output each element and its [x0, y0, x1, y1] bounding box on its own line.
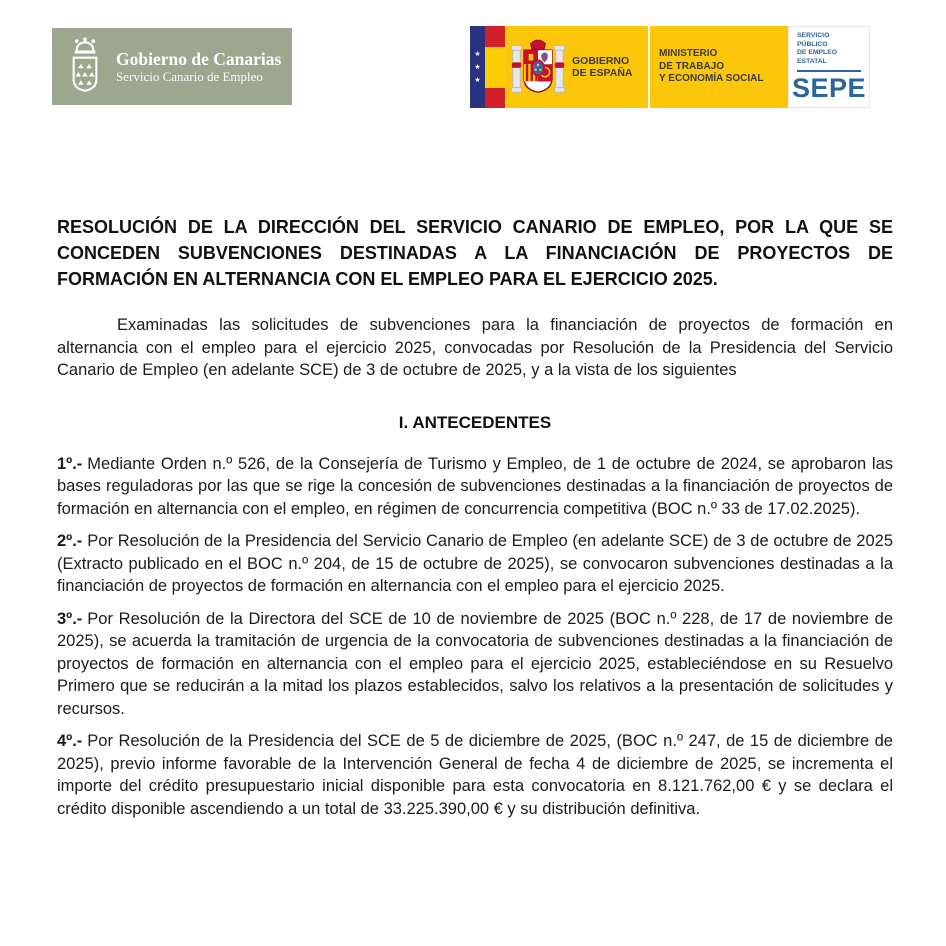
- antecedente-paragraph-3: [57, 608, 893, 721]
- ministerio-line2: DE TRABAJO: [659, 60, 725, 72]
- gobierno-espana-banner: [470, 26, 870, 108]
- gobierno-espana-label: [572, 55, 632, 80]
- spain-coat-of-arms-icon: [510, 34, 566, 100]
- antecedente-paragraph-2: [57, 530, 893, 598]
- resolution-title: RESOLUCIÓN DE LA DIRECCIÓN DEL SERVICIO CANARIO DE EMPLEO, POR LA QUE SE CONCEDEN SUBVENCIONES DESTINADAS A LA FINANCIACIÓN DE PROYECTOS DE FORMACIÓN EN ALTERNANCIA CON EL EMPLEO PARA EL EJERCICIO 2025.: [57, 217, 893, 289]
- paragraph-number: 4º.-: [57, 732, 83, 750]
- eu-stars-strip: [470, 26, 485, 108]
- paragraph-number: 1º.-: [57, 454, 83, 473]
- gobierno-line1: GOBIERNO: [572, 54, 630, 67]
- canarias-logo-subtitle: Servicio Canario de Empleo: [116, 68, 263, 84]
- sepe-small-line2: DE EMPLEO ESTATAL: [797, 49, 838, 65]
- document-body: [57, 214, 893, 820]
- spain-flag-icon: [485, 26, 505, 108]
- star-icon: ★: [474, 63, 481, 71]
- paragraph-number: 3º.-: [57, 609, 83, 628]
- paragraph-text: Por Resolución de la Presidencia del Servicio Canario de Empleo (en adelante SCE) de 3 de octubre de 2025 (Extracto publicado en el BOC n.º 204, de 15 de octubre de 2025), se convocaron subvenciones destinadas a la financiación de proyectos de formación en alternancia con el empleo para el ejercicio 2025.: [57, 532, 893, 595]
- ministerio-line1: MINISTERIO: [659, 48, 718, 60]
- paragraph-number: 2º.-: [57, 532, 83, 550]
- gobierno-espana-section: [505, 26, 648, 108]
- sepe-rule: [797, 70, 861, 72]
- antecedente-paragraph-1: [57, 453, 893, 521]
- star-icon: ★: [474, 50, 481, 58]
- paragraph-text: Mediante Orden n.º 526, de la Consejería de Turismo y Empleo, de 1 de octubre de 2024, se aprobaron las bases reguladoras por las que se rige la concesión de subvenciones destinadas a la financiación de proyectos de formación en alternancia con el empleo, en régimen de concurrencia competitiva (BOC n.º 33 de 17.02.2025).: [57, 454, 893, 518]
- sepe-small-line1: SERVICIO PÚBLICO: [797, 32, 830, 48]
- gobierno-line2: DE ESPAÑA: [572, 67, 633, 79]
- canarias-logo-title: Gobierno de Canarias: [116, 48, 282, 69]
- ministerio-label: [650, 26, 788, 108]
- ministerio-line3: Y ECONOMÍA SOCIAL: [659, 73, 764, 85]
- canarias-crest-icon: [64, 36, 106, 98]
- paragraph-text: Por Resolución de la Directora del SCE de 10 de noviembre de 2025 (BOC n.º 228, de 17 de noviembre de 2025), se acuerda la tramitación de urgencia de la convocatoria de subvenciones destinadas a la financiación de proyectos de formación en alternancia con el empleo para el ejercicio 2025, estableciéndose en su Resuelvo Primero que se reducirán a la mitad los plazos establecidos, salvo los relativos a la presentación de solicitudes y recursos.: [57, 609, 893, 718]
- sepe-acronym: SEPE: [791, 73, 867, 103]
- star-icon: ★: [474, 76, 481, 84]
- canarias-logo: [52, 28, 292, 105]
- section-heading-antecedentes: I. ANTECEDENTES: [398, 412, 552, 432]
- sepe-logo: [788, 26, 870, 108]
- antecedente-paragraph-4: [57, 730, 893, 820]
- intro-paragraph: Examinadas las solicitudes de subvenciones para la financiación de proyectos de formación en alternancia con el empleo para el ejercicio 2025, convocadas por Resolución de la Presidencia del Servicio Canario de Empleo (en adelante SCE) de 3 de octubre de 2025, y a la vista de los siguientes: [57, 316, 893, 379]
- paragraph-text: Por Resolución de la Presidencia del SCE de 5 de diciembre de 2025, (BOC n.º 247, de 15 de diciembre de 2025), previo informe favorable de la Intervención General de fecha 4 de diciembre de 2025, se incrementa el importe del crédito presupuestario inicial disponible para esta convocatoria en 8.121.762,00 € y se declara el crédito disponible ascendiendo a un total de 33.225.390,00 € y su distribución definitiva.: [57, 732, 893, 818]
